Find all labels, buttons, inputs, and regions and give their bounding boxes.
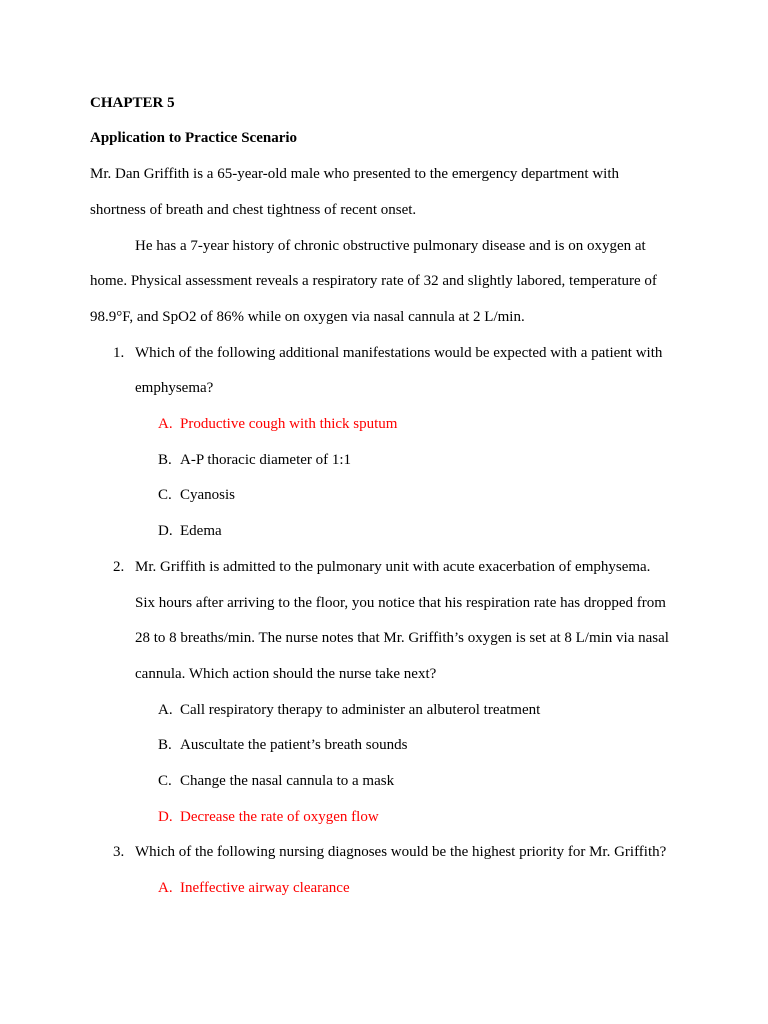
intro-line-1: Mr. Dan Griffith is a 65-year-old male who presented to the emergency department with <box>90 166 619 182</box>
option-text: A-P thoracic diameter of 1:1 <box>180 452 352 468</box>
option-letter: A. <box>158 702 173 718</box>
question-1-option-d <box>158 521 222 541</box>
option-text: Edema <box>180 523 222 539</box>
option-text: Cyanosis <box>180 487 236 503</box>
option-text: Auscultate the patient’s breath sounds <box>180 737 408 753</box>
question-1-option-a <box>158 414 397 434</box>
option-text: Call respiratory therapy to administer an albuterol treatment <box>180 702 541 718</box>
question-number: 3. <box>113 844 125 860</box>
question-2-option-a <box>158 700 540 720</box>
question-2-line-3: 28 to 8 breaths/min. The nurse notes that Mr. Griffith’s oxygen is set at 8 L/min via nasal <box>135 630 669 646</box>
option-text: Change the nasal cannula to a mask <box>180 773 395 789</box>
option-letter: C. <box>158 773 172 789</box>
question-1-option-c <box>158 485 235 505</box>
history-line-1: He has a 7-year history of chronic obstructive pulmonary disease and is on oxygen at <box>135 238 646 254</box>
option-text: Productive cough with thick sputum <box>180 416 398 432</box>
option-text: Ineffective airway clearance <box>180 880 350 896</box>
question-1-line-2: emphysema? <box>135 380 214 396</box>
question-3-option-a <box>158 878 350 898</box>
question-text-line: Mr. Griffith is admitted to the pulmonary unit with acute exacerbation of emphysema. <box>135 559 651 575</box>
question-2-line-4: cannula. Which action should the nurse take next? <box>135 666 437 682</box>
question-2-option-c <box>158 771 394 791</box>
question-2-option-b <box>158 735 407 755</box>
question-2 <box>113 557 650 577</box>
option-text: Decrease the rate of oxygen flow <box>180 809 379 825</box>
question-number: 2. <box>113 559 125 575</box>
question-text-line: Which of the following nursing diagnoses would be the highest priority for Mr. Griffith? <box>135 844 667 860</box>
option-letter: B. <box>158 737 172 753</box>
option-letter: D. <box>158 809 173 825</box>
option-letter: D. <box>158 523 173 539</box>
option-letter: B. <box>158 452 172 468</box>
history-line-3: 98.9°F, and SpO2 of 86% while on oxygen via nasal cannula at 2 L/min. <box>90 309 525 325</box>
question-1 <box>113 343 662 363</box>
question-text-line: Which of the following additional manifestations would be expected with a patient with <box>135 345 663 361</box>
option-letter: C. <box>158 487 172 503</box>
question-2-option-d <box>158 807 379 827</box>
intro-line-2: shortness of breath and chest tightness of recent onset. <box>90 202 417 218</box>
option-letter: A. <box>158 416 173 432</box>
history-line-2: home. Physical assessment reveals a respiratory rate of 32 and slightly labored, temperature of <box>90 273 657 289</box>
question-2-line-2: Six hours after arriving to the floor, you notice that his respiration rate has dropped from <box>135 595 666 611</box>
option-letter: A. <box>158 880 173 896</box>
chapter-heading: CHAPTER 5 <box>90 95 175 111</box>
question-number: 1. <box>113 345 125 361</box>
question-1-option-b <box>158 450 351 470</box>
question-3 <box>113 842 666 862</box>
section-title: Application to Practice Scenario <box>90 130 298 146</box>
